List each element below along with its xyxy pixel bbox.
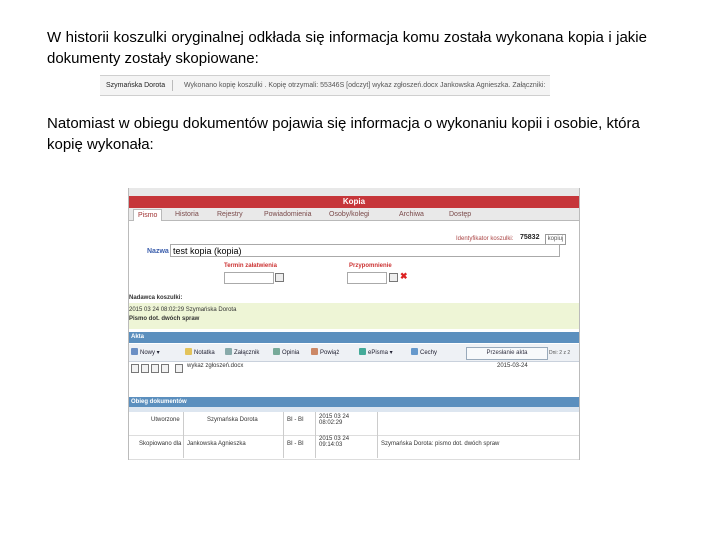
file-name: wykaz zgłoszeń.docx bbox=[187, 363, 244, 369]
tab-archiwa[interactable]: Archiwa bbox=[399, 211, 424, 218]
new-button[interactable]: Nowy ▾ bbox=[131, 348, 160, 356]
name-field[interactable]: test kopia (kopia) bbox=[170, 244, 560, 257]
opinion-button[interactable]: Opinia bbox=[273, 348, 299, 356]
tab-osoby[interactable]: Osoby/kolegi bbox=[329, 211, 370, 218]
row-dept: BI - BI bbox=[287, 417, 304, 423]
new-icon bbox=[131, 348, 138, 355]
sender-subject: Pismo dot. dwóch spraw bbox=[129, 316, 200, 322]
note-icon bbox=[185, 348, 192, 355]
row-action: Utworzone bbox=[151, 417, 180, 423]
row-note: Szymańska Dorota: pismo dot. dwóch spraw bbox=[381, 441, 500, 447]
row-person: Szymańska Dorota bbox=[207, 417, 258, 423]
deadline-field[interactable] bbox=[224, 272, 274, 284]
row-date: 2015 03 24 08:02:29 bbox=[319, 414, 350, 426]
column-divider bbox=[377, 412, 378, 458]
row-dept: BI - BI bbox=[287, 441, 304, 447]
name-label: Nazwa bbox=[147, 248, 169, 255]
clear-icon[interactable]: ✖ bbox=[400, 271, 408, 281]
send-akta-button[interactable]: Przesłanie akta bbox=[466, 347, 548, 360]
file-date: 2015-03-24 bbox=[497, 363, 528, 369]
row-person: Jankowska Agnieszka bbox=[187, 441, 246, 447]
table-row bbox=[129, 436, 579, 460]
tab-pismo[interactable]: Pismo bbox=[133, 209, 162, 221]
window-title: Kopia bbox=[129, 196, 579, 208]
sender-line: 2015 03 24 08:02:29 Szymańska Dorota bbox=[129, 307, 237, 313]
paragraph-obieg: Natomiast w obiegu dokumentów pojawia się informacja o wykonaniu kopii i osobie, która kopię wykonała: bbox=[47, 115, 640, 153]
tab-bar bbox=[129, 208, 579, 221]
note-button[interactable]: Notatka bbox=[185, 348, 215, 356]
days-counter: Dni: 2 z 2 bbox=[549, 350, 571, 356]
paperclip-icon bbox=[225, 348, 232, 355]
reminder-field[interactable] bbox=[347, 272, 387, 284]
column-divider bbox=[283, 412, 284, 458]
link-button[interactable]: Powiąż bbox=[311, 348, 339, 356]
tab-dostep[interactable]: Dostęp bbox=[449, 211, 472, 218]
tab-historia[interactable]: Historia bbox=[175, 211, 199, 218]
identifier-label: Identyfikator koszulki: bbox=[456, 236, 514, 242]
tab-rejestry[interactable]: Rejestry bbox=[217, 211, 243, 218]
episma-button[interactable]: ePisma ▾ bbox=[359, 348, 393, 356]
calendar-icon[interactable] bbox=[389, 273, 398, 282]
column-divider bbox=[315, 412, 316, 458]
features-button[interactable]: Cechy bbox=[411, 348, 437, 356]
strip-divider bbox=[172, 80, 173, 91]
file-row[interactable] bbox=[129, 363, 579, 373]
calendar-icon[interactable] bbox=[275, 273, 284, 282]
link-icon bbox=[311, 348, 318, 355]
opinion-icon bbox=[273, 348, 280, 355]
strip-text: Wykonano kopię koszulki . Kopię otrzymali: 55346S [odczyt] wykaz zgłoszeń.docx Jankowska Agnieszka. Załączniki: bbox=[184, 82, 546, 89]
deadline-label: Termin załatwienia bbox=[224, 263, 277, 269]
reminder-label: Przypomnienie bbox=[349, 263, 392, 269]
strip-user: Szymańska Dorota bbox=[106, 82, 166, 89]
obieg-header: Obieg dokumentów bbox=[129, 397, 580, 407]
features-icon bbox=[411, 348, 418, 355]
episma-icon bbox=[359, 348, 366, 355]
window-top-edge bbox=[129, 188, 579, 196]
tab-powiadomienia[interactable]: Powiadomienia bbox=[264, 211, 312, 218]
copy-window-screenshot bbox=[128, 188, 580, 460]
copy-id-button[interactable]: kopiuj bbox=[545, 234, 566, 245]
row-action: Skopiowano dla bbox=[139, 441, 182, 447]
row-date: 2015 03 24 09:14:03 bbox=[319, 436, 350, 448]
sender-label: Nadawca koszulki: bbox=[129, 295, 183, 301]
paragraph-history: W historii koszulki oryginalnej odkłada się informacja komu została wykonana kopia i jakie dokumenty zostały skopiowane: bbox=[47, 29, 647, 67]
column-divider bbox=[183, 412, 184, 458]
akta-header: Akta bbox=[129, 332, 580, 343]
attachment-button[interactable]: Załącznik bbox=[225, 348, 259, 356]
history-strip-screenshot bbox=[100, 75, 550, 96]
identifier-value: 75832 bbox=[520, 234, 540, 241]
table-row bbox=[129, 412, 579, 436]
